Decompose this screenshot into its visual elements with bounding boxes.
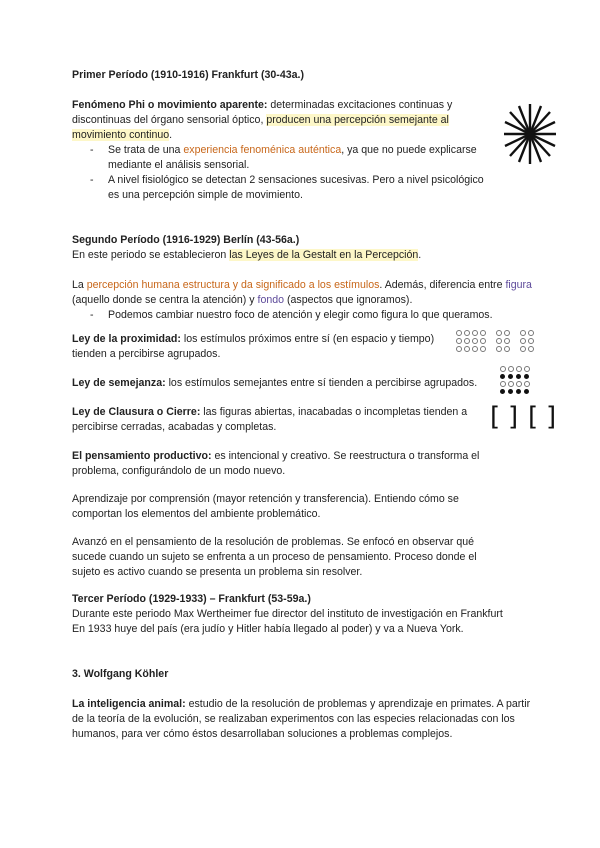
phi-paragraph — [72, 98, 472, 143]
proximity-law — [72, 332, 450, 362]
phi-text: determinadas excitaciones continuas y discontinuas del órgano sensorial óptico, — [72, 99, 453, 126]
phi-bullets — [72, 143, 492, 203]
list-item: - A nivel fisiológico se detectan 2 sensaciones sucesivas. Pero a nivel psicológico es una percepción simple de movimiento. — [72, 173, 492, 203]
closure-term: Ley de Clausura o Cierre: — [72, 406, 201, 418]
perc-text: (aquello donde se centra la atención) y — [72, 294, 258, 306]
phi-text-end: . — [169, 129, 173, 141]
perception-highlight: percepción humana estructura y da significado a los estímulos — [86, 279, 380, 291]
list-item: - Podemos cambiar nuestro foco de atención y elegir como figura lo que queramos. — [72, 308, 532, 323]
section-title-segundo-periodo: Segundo Período (1916-1929) Berlín (43-56a.) — [72, 234, 300, 246]
proximity-text: los estímulos próximos entre sí (en espacio y tiempo) tienden a percibirse agrupados. — [72, 333, 435, 360]
list-item — [72, 143, 492, 173]
similarity-law — [72, 376, 532, 391]
similarity-text: los estímulos semejantes entre sí tienden a percibirse agrupados. — [165, 377, 478, 389]
bracket-close-2: ] — [546, 402, 557, 432]
productive-thinking — [72, 449, 502, 479]
intro-text-end: . — [418, 249, 422, 261]
productive-thinking-term: El pensamiento productivo: — [72, 450, 212, 462]
intro-text: En este periodo se establecieron — [72, 249, 230, 261]
productive-thinking-text: es intencional y creativo. Se reestructura o transforma el problema, configurándolo de un modo nuevo. — [72, 450, 480, 477]
bullet-text: , ya que no puede explicarse mediante el análisis sensorial. — [108, 144, 477, 171]
section-title-tercer-periodo: Tercer Período (1929-1933) – Frankfurt (53-59a.) — [72, 593, 311, 605]
bracket-open-1: [ — [490, 402, 501, 432]
figura-term: figura — [505, 279, 532, 291]
animal-intelligence-text: estudio de la resolución de problemas y aprendizaje en primates. A partir de la teoría de la evolución, se realizaban experimentos con las especies relacionadas con los humanos, para ver cómo éstos desarrollaban soluciones a problemas complejos. — [72, 698, 531, 740]
phi-term: Fenómeno Phi o movimiento aparente: — [72, 99, 268, 111]
perception-bullets — [72, 308, 532, 323]
similarity-term: Ley de semejanza: — [72, 377, 166, 389]
closure-text: las figuras abiertas, inacabadas o incompletas tienden a percibirse cerradas, acabadas y completas. — [72, 406, 468, 433]
perc-text: La — [72, 279, 87, 291]
perc-text: . Además, diferencia entre — [379, 279, 506, 291]
phi-highlight: producen una percepción semejante al movimiento continuo — [72, 114, 449, 141]
perc-text: (aspectos que ignoramos). — [284, 294, 413, 306]
comprehension-paragraph: Aprendizaje por comprensión (mayor retención y transferencia). Entiendo cómo se comportan los elementos del ambiente problemático. — [72, 493, 459, 520]
perception-paragraph — [72, 278, 532, 308]
bracket-close-1: ] — [508, 402, 519, 432]
section-title-primer-periodo: Primer Período (1910-1916) Frankfurt (30-43a.) — [72, 69, 304, 81]
problem-solving-paragraph: Avanzó en el pensamiento de la resolución de problemas. Se enfocó en observar qué sucede cuando un sujeto se enfrenta a un proceso de pensamiento. Proceso donde el sujeto es activo cuando se presenta un problema sin resolver. — [72, 536, 477, 578]
gestalt-laws-highlight: las Leyes de la Gestalt en la Percepción — [229, 249, 419, 261]
experiencia-highlight: experiencia fenoménica auténtica — [183, 144, 342, 156]
fondo-term: fondo — [257, 294, 285, 306]
animal-intelligence-paragraph — [72, 697, 532, 742]
document-body — [72, 68, 532, 742]
bracket-open-2: [ — [528, 402, 539, 432]
section-title-kohler: 3. Wolfgang Köhler — [72, 668, 169, 680]
bullet-text: Se trata de una — [108, 144, 184, 156]
closure-law — [72, 405, 488, 435]
animal-intelligence-term: La inteligencia animal: — [72, 698, 186, 710]
gestalt-intro — [72, 248, 532, 263]
tercer-periodo-text: Durante este periodo Max Wertheimer fue director del instituto de investigación en Frankfurt En 1933 huye del país (era judío y Hitler había llegado al poder) y va a Nueva York. — [72, 608, 503, 635]
proximity-term: Ley de la proximidad: — [72, 333, 181, 345]
